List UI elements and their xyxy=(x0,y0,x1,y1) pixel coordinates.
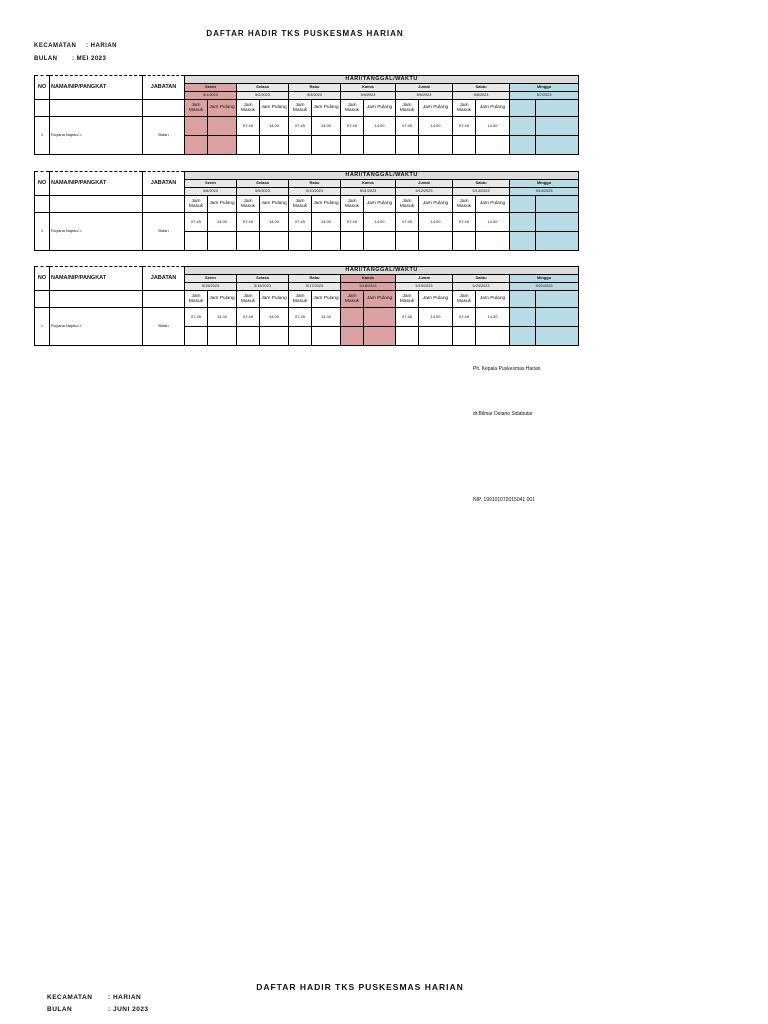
empty-cell xyxy=(476,232,510,251)
day-header-senin: Senin xyxy=(185,275,237,283)
empty-cell xyxy=(260,136,289,155)
header-no: NO xyxy=(35,76,50,100)
time-cell: 07.45 xyxy=(453,117,476,136)
empty-cell xyxy=(396,136,419,155)
time-cell: 14.00 xyxy=(208,308,237,327)
empty-cell xyxy=(312,327,341,346)
time-cell: 07.45 xyxy=(237,213,260,232)
jam-masuk-header: Jam Masuk xyxy=(185,291,208,308)
time-cell: 14.00 xyxy=(364,117,396,136)
empty-cell xyxy=(341,232,364,251)
row-no: 1 xyxy=(35,308,50,346)
day-header-kamis: Kamis xyxy=(341,180,396,188)
attendance-table-week-2 xyxy=(34,171,579,251)
day-header-minggu: Minggu xyxy=(510,275,579,283)
jam-pulang-header: Jam Pulang xyxy=(419,291,453,308)
day-header-kamis: Kamis xyxy=(341,84,396,92)
time-cell: 14.00 xyxy=(419,213,453,232)
header-nama: NAMA/NIP/PANGKAT xyxy=(50,172,143,196)
day-header-minggu: Minggu xyxy=(510,180,579,188)
day-header-rabu: Rabu xyxy=(289,84,341,92)
empty-cell xyxy=(419,232,453,251)
signature-role: Plt. Kepala Puskesmas Harian xyxy=(473,366,541,372)
jam-pulang-header: Jam Pulang xyxy=(260,291,289,308)
jam-pulang-header: Jam Pulang xyxy=(364,291,396,308)
jam-masuk-header: Jam Masuk xyxy=(237,196,260,213)
row-name: Royana Napitu/-/- xyxy=(50,308,143,346)
jam-masuk-header: Jam Masuk xyxy=(453,100,476,117)
date-header: 5/4/2023 xyxy=(341,92,396,100)
day-header-sabtu: Sabtu xyxy=(453,84,510,92)
time-cell xyxy=(185,117,208,136)
time-cell: 14.00 xyxy=(312,308,341,327)
date-header: 5/1/2023 xyxy=(185,92,237,100)
blank-cell xyxy=(536,291,579,308)
empty-cell xyxy=(289,327,312,346)
day-header-jumat: Jumat xyxy=(396,275,453,283)
blank-cell xyxy=(50,291,143,308)
day-header-selasa: Selasa xyxy=(237,180,289,188)
time-cell xyxy=(510,213,536,232)
blank-cell xyxy=(143,100,185,117)
jam-pulang-header: Jam Pulang xyxy=(476,100,510,117)
time-cell: 07.45 xyxy=(453,213,476,232)
day-header-jumat: Jumat xyxy=(396,180,453,188)
time-cell: 14.00 xyxy=(419,117,453,136)
header-nama: NAMA/NIP/PANGKAT xyxy=(50,76,143,100)
empty-cell xyxy=(364,232,396,251)
date-header: 5/12/2023 xyxy=(396,188,453,196)
empty-cell xyxy=(341,136,364,155)
empty-cell xyxy=(510,232,536,251)
time-cell xyxy=(364,308,396,327)
time-cell: 14.00 xyxy=(208,213,237,232)
time-cell xyxy=(341,308,364,327)
header-hari-tanggal-waktu: HARI/TANGGAL/WAKTU xyxy=(185,172,579,180)
date-header: 5/19/2023 xyxy=(396,283,453,291)
jam-masuk-header: Jam Masuk xyxy=(341,100,364,117)
empty-cell xyxy=(260,232,289,251)
blank-cell xyxy=(510,100,536,117)
page2-kecamatan-label: KECAMATAN xyxy=(47,994,93,1001)
jam-pulang-header: Jam Pulang xyxy=(476,291,510,308)
empty-cell xyxy=(237,136,260,155)
empty-cell xyxy=(476,136,510,155)
empty-cell xyxy=(510,327,536,346)
date-header: 5/8/2023 xyxy=(185,188,237,196)
blank-cell xyxy=(35,196,50,213)
header-hari-tanggal-waktu: HARI/TANGGAL/WAKTU xyxy=(185,267,579,275)
kecamatan-value: : HARIAN xyxy=(86,43,117,49)
empty-cell xyxy=(536,232,579,251)
row-no: 1 xyxy=(35,213,50,251)
empty-cell xyxy=(453,136,476,155)
row-jabatan: Bidan xyxy=(143,117,185,155)
row-no: 1 xyxy=(35,117,50,155)
time-cell: 07.45 xyxy=(396,117,419,136)
empty-cell xyxy=(364,136,396,155)
header-jabatan: JABATAN xyxy=(143,267,185,291)
attendance-table-week-3 xyxy=(34,266,579,346)
signature-name: dr.Bilmar Delano Sidabutar xyxy=(473,411,533,417)
blank-cell xyxy=(35,100,50,117)
jam-masuk-header: Jam Masuk xyxy=(396,196,419,213)
time-cell xyxy=(536,117,579,136)
empty-cell xyxy=(453,232,476,251)
empty-cell xyxy=(237,232,260,251)
row-name: Royana Napitu/-/- xyxy=(50,213,143,251)
blank-cell xyxy=(510,196,536,213)
jam-masuk-header: Jam Masuk xyxy=(237,100,260,117)
empty-cell xyxy=(364,327,396,346)
time-cell: 07.45 xyxy=(289,117,312,136)
jam-masuk-header: Jam Masuk xyxy=(396,100,419,117)
blank-cell xyxy=(536,100,579,117)
time-cell: 07.45 xyxy=(453,308,476,327)
jam-pulang-header: Jam Pulang xyxy=(364,100,396,117)
empty-cell xyxy=(396,327,419,346)
time-cell: 07.45 xyxy=(237,308,260,327)
empty-cell xyxy=(237,327,260,346)
time-cell: 14.00 xyxy=(312,117,341,136)
day-header-minggu: Minggu xyxy=(510,84,579,92)
jam-masuk-header: Jam Masuk xyxy=(289,196,312,213)
header-no: NO xyxy=(35,267,50,291)
jam-pulang-header: Jam Pulang xyxy=(419,196,453,213)
blank-cell xyxy=(50,196,143,213)
time-cell: 14.00 xyxy=(476,308,510,327)
date-header: 5/21/2023 xyxy=(510,283,579,291)
jam-pulang-header: Jam Pulang xyxy=(208,100,237,117)
empty-cell xyxy=(208,232,237,251)
jam-masuk-header: Jam Masuk xyxy=(341,196,364,213)
date-header: 5/13/2023 xyxy=(453,188,510,196)
jam-masuk-header: Jam Masuk xyxy=(453,196,476,213)
blank-cell xyxy=(536,196,579,213)
empty-cell xyxy=(208,136,237,155)
row-name: Royana Napitu/-/- xyxy=(50,117,143,155)
jam-pulang-header: Jam Pulang xyxy=(476,196,510,213)
time-cell: 07.45 xyxy=(341,213,364,232)
time-cell: 14.00 xyxy=(476,213,510,232)
bulan-value: : MEI 2023 xyxy=(72,56,107,62)
empty-cell xyxy=(289,232,312,251)
jam-masuk-header: Jam Masuk xyxy=(289,100,312,117)
jam-masuk-header: Jam Masuk xyxy=(341,291,364,308)
date-header: 5/5/2023 xyxy=(396,92,453,100)
header-hari-tanggal-waktu: HARI/TANGGAL/WAKTU xyxy=(185,76,579,84)
time-cell xyxy=(208,117,237,136)
empty-cell xyxy=(476,327,510,346)
page2-bulan-value: : JUNI 2023 xyxy=(108,1006,149,1013)
jam-masuk-header: Jam Masuk xyxy=(453,291,476,308)
time-cell xyxy=(510,308,536,327)
time-cell: 14.00 xyxy=(419,308,453,327)
date-header: 5/11/2023 xyxy=(341,188,396,196)
date-header: 5/20/2023 xyxy=(453,283,510,291)
empty-cell xyxy=(185,136,208,155)
blank-cell xyxy=(143,291,185,308)
row-jabatan: Bidan xyxy=(143,308,185,346)
time-cell: 07.45 xyxy=(341,117,364,136)
header-nama: NAMA/NIP/PANGKAT xyxy=(50,267,143,291)
bulan-label: BULAN xyxy=(34,56,58,62)
day-header-jumat: Jumat xyxy=(396,84,453,92)
header-no: NO xyxy=(35,172,50,196)
empty-cell xyxy=(312,232,341,251)
jam-pulang-header: Jam Pulang xyxy=(208,196,237,213)
date-header: 5/6/2023 xyxy=(453,92,510,100)
empty-cell xyxy=(208,327,237,346)
header-jabatan: JABATAN xyxy=(143,76,185,100)
page2-bulan-label: BULAN xyxy=(47,1006,73,1013)
day-header-rabu: Rabu xyxy=(289,180,341,188)
page-title: DAFTAR HADIR TKS PUSKESMAS HARIAN xyxy=(206,29,404,38)
blank-cell xyxy=(35,291,50,308)
time-cell: 07.45 xyxy=(289,213,312,232)
day-header-senin: Senin xyxy=(185,84,237,92)
blank-cell xyxy=(50,100,143,117)
jam-pulang-header: Jam Pulang xyxy=(419,100,453,117)
empty-cell xyxy=(185,232,208,251)
jam-pulang-header: Jam Pulang xyxy=(208,291,237,308)
empty-cell xyxy=(185,327,208,346)
empty-cell xyxy=(289,136,312,155)
jam-pulang-header: Jam Pulang xyxy=(364,196,396,213)
time-cell xyxy=(536,308,579,327)
blank-cell xyxy=(143,196,185,213)
day-header-kamis: Kamis xyxy=(341,275,396,283)
date-header: 5/7/2023 xyxy=(510,92,579,100)
empty-cell xyxy=(419,136,453,155)
time-cell: 07.45 xyxy=(237,117,260,136)
page2-title: DAFTAR HADIR TKS PUSKESMAS HARIAN xyxy=(256,982,464,992)
time-cell: 14.00 xyxy=(260,213,289,232)
empty-cell xyxy=(260,327,289,346)
day-header-sabtu: Sabtu xyxy=(453,180,510,188)
time-cell: 07.45 xyxy=(396,308,419,327)
date-header: 5/18/2023 xyxy=(341,283,396,291)
time-cell: 14.00 xyxy=(364,213,396,232)
day-header-sabtu: Sabtu xyxy=(453,275,510,283)
empty-cell xyxy=(341,327,364,346)
empty-cell xyxy=(453,327,476,346)
header-jabatan: JABATAN xyxy=(143,172,185,196)
time-cell: 07.45 xyxy=(289,308,312,327)
time-cell: 07.45 xyxy=(185,308,208,327)
jam-pulang-header: Jam Pulang xyxy=(312,291,341,308)
time-cell: 14.00 xyxy=(260,117,289,136)
time-cell: 07.45 xyxy=(396,213,419,232)
row-jabatan: Bidan xyxy=(143,213,185,251)
blank-cell xyxy=(510,291,536,308)
time-cell xyxy=(536,213,579,232)
day-header-rabu: Rabu xyxy=(289,275,341,283)
kecamatan-label: KECAMATAN xyxy=(34,43,77,49)
empty-cell xyxy=(536,136,579,155)
jam-masuk-header: Jam Masuk xyxy=(396,291,419,308)
time-cell: 07.45 xyxy=(185,213,208,232)
signature-nip: NIP. 199101072015041 001 xyxy=(473,497,535,503)
jam-masuk-header: Jam Masuk xyxy=(237,291,260,308)
day-header-selasa: Selasa xyxy=(237,84,289,92)
empty-cell xyxy=(536,327,579,346)
time-cell xyxy=(510,117,536,136)
date-header: 5/14/2023 xyxy=(510,188,579,196)
jam-masuk-header: Jam Masuk xyxy=(289,291,312,308)
jam-masuk-header: Jam Masuk xyxy=(185,100,208,117)
date-header: 5/2/2023 xyxy=(237,92,289,100)
jam-pulang-header: Jam Pulang xyxy=(312,196,341,213)
jam-pulang-header: Jam Pulang xyxy=(312,100,341,117)
day-header-selasa: Selasa xyxy=(237,275,289,283)
date-header: 5/16/2023 xyxy=(237,283,289,291)
empty-cell xyxy=(510,136,536,155)
date-header: 5/17/2023 xyxy=(289,283,341,291)
jam-masuk-header: Jam Masuk xyxy=(185,196,208,213)
date-header: 5/3/2023 xyxy=(289,92,341,100)
date-header: 5/9/2023 xyxy=(237,188,289,196)
empty-cell xyxy=(419,327,453,346)
page2-kecamatan-value: : HARIAN xyxy=(108,994,142,1001)
attendance-table-week-1 xyxy=(34,75,579,155)
time-cell: 14.00 xyxy=(260,308,289,327)
date-header: 5/15/2023 xyxy=(185,283,237,291)
time-cell: 14.00 xyxy=(312,213,341,232)
time-cell: 14.00 xyxy=(476,117,510,136)
day-header-senin: Senin xyxy=(185,180,237,188)
date-header: 5/10/2023 xyxy=(289,188,341,196)
empty-cell xyxy=(396,232,419,251)
jam-pulang-header: Jam Pulang xyxy=(260,196,289,213)
jam-pulang-header: Jam Pulang xyxy=(260,100,289,117)
empty-cell xyxy=(312,136,341,155)
